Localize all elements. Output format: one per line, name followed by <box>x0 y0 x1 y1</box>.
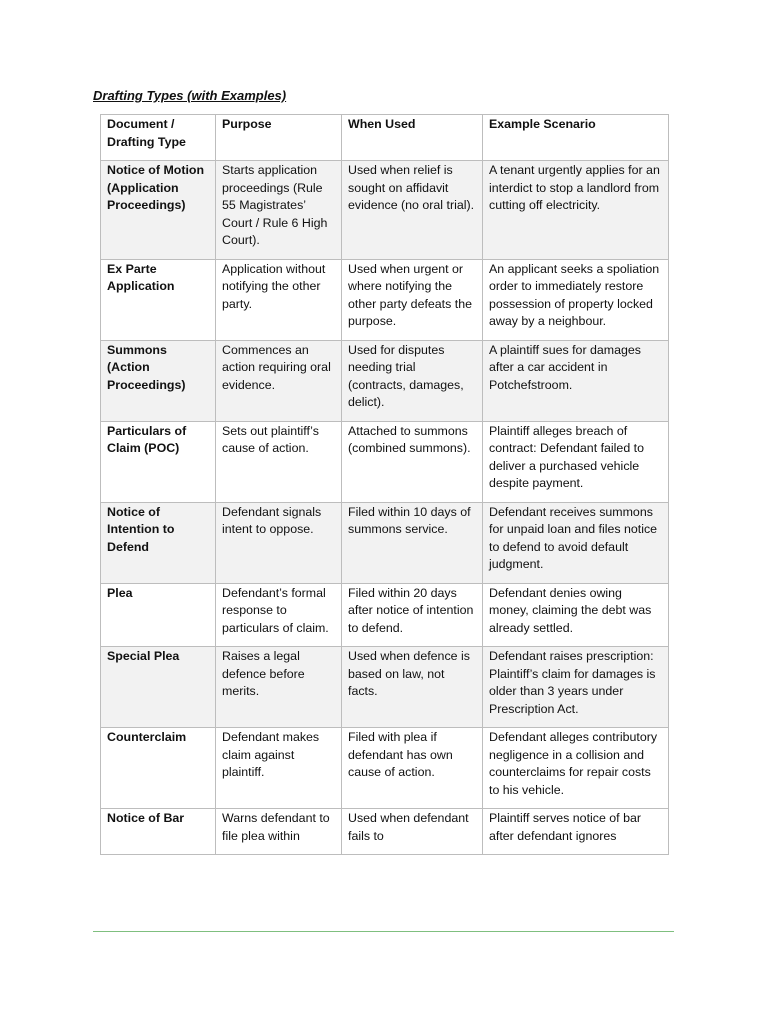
table-row <box>101 647 669 728</box>
cell-type: Special Plea <box>101 647 216 728</box>
cell-purpose: Starts application proceedings (Rule 55 Magistrates’ Court / Rule 6 High Court). <box>216 161 342 260</box>
cell-type: Particulars of Claim (POC) <box>101 421 216 502</box>
cell-when-used: Used when defence is based on law, not facts. <box>342 647 483 728</box>
cell-purpose: Raises a legal defence before merits. <box>216 647 342 728</box>
page-heading: Drafting Types (with Examples) <box>93 88 287 103</box>
cell-purpose: Defendant makes claim against plaintiff. <box>216 728 342 809</box>
table-row <box>101 728 669 809</box>
cell-purpose: Defendant signals intent to oppose. <box>216 502 342 583</box>
cell-type: Summons (Action Proceedings) <box>101 340 216 421</box>
drafting-types-table <box>100 114 669 855</box>
header-purpose: Purpose <box>216 115 342 161</box>
cell-when-used: Used when relief is sought on affidavit evidence (no oral trial). <box>342 161 483 260</box>
cell-example: Defendant alleges contributory negligence in a collision and counterclaims for repair costs to his vehicle. <box>483 728 669 809</box>
cell-example: Defendant receives summons for unpaid loan and files notice to defend to avoid default judgment. <box>483 502 669 583</box>
cell-when-used: Used when urgent or where notifying the other party defeats the purpose. <box>342 259 483 340</box>
cell-when-used: Filed with plea if defendant has own cause of action. <box>342 728 483 809</box>
cell-example: Plaintiff serves notice of bar after defendant ignores <box>483 809 669 855</box>
cell-type: Notice of Bar <box>101 809 216 855</box>
cell-purpose: Sets out plaintiff’s cause of action. <box>216 421 342 502</box>
cell-type: Ex Parte Application <box>101 259 216 340</box>
table-row <box>101 502 669 583</box>
cell-when-used: Filed within 20 days after notice of intention to defend. <box>342 583 483 647</box>
header-document-type: Document / Drafting Type <box>101 115 216 161</box>
cell-type: Plea <box>101 583 216 647</box>
cell-purpose: Commences an action requiring oral evidence. <box>216 340 342 421</box>
cell-purpose: Warns defendant to file plea within <box>216 809 342 855</box>
cell-example: Defendant raises prescription: Plaintiff’s claim for damages is older than 3 years under Prescription Act. <box>483 647 669 728</box>
table-header-row <box>101 115 669 161</box>
cell-example: Plaintiff alleges breach of contract: Defendant failed to deliver a purchased vehicle despite payment. <box>483 421 669 502</box>
cell-when-used: Used for disputes needing trial (contracts, damages, delict). <box>342 340 483 421</box>
cell-when-used: Filed within 10 days of summons service. <box>342 502 483 583</box>
header-example-scenario: Example Scenario <box>483 115 669 161</box>
cell-type: Counterclaim <box>101 728 216 809</box>
page-footer-rule <box>93 931 674 932</box>
cell-example: An applicant seeks a spoliation order to immediately restore possession of property locked away by a neighbour. <box>483 259 669 340</box>
table-row <box>101 340 669 421</box>
cell-example: A plaintiff sues for damages after a car accident in Potchefstroom. <box>483 340 669 421</box>
cell-when-used: Used when defendant fails to <box>342 809 483 855</box>
cell-type: Notice of Intention to Defend <box>101 502 216 583</box>
cell-type: Notice of Motion (Application Proceedings) <box>101 161 216 260</box>
table-row <box>101 259 669 340</box>
table-row <box>101 161 669 260</box>
table-row <box>101 421 669 502</box>
table-row <box>101 583 669 647</box>
cell-purpose: Defendant’s formal response to particulars of claim. <box>216 583 342 647</box>
table-row <box>101 809 669 855</box>
cell-purpose: Application without notifying the other party. <box>216 259 342 340</box>
cell-example: A tenant urgently applies for an interdict to stop a landlord from cutting off electricity. <box>483 161 669 260</box>
cell-example: Defendant denies owing money, claiming the debt was already settled. <box>483 583 669 647</box>
header-when-used: When Used <box>342 115 483 161</box>
cell-when-used: Attached to summons (combined summons). <box>342 421 483 502</box>
table-container <box>100 114 670 931</box>
